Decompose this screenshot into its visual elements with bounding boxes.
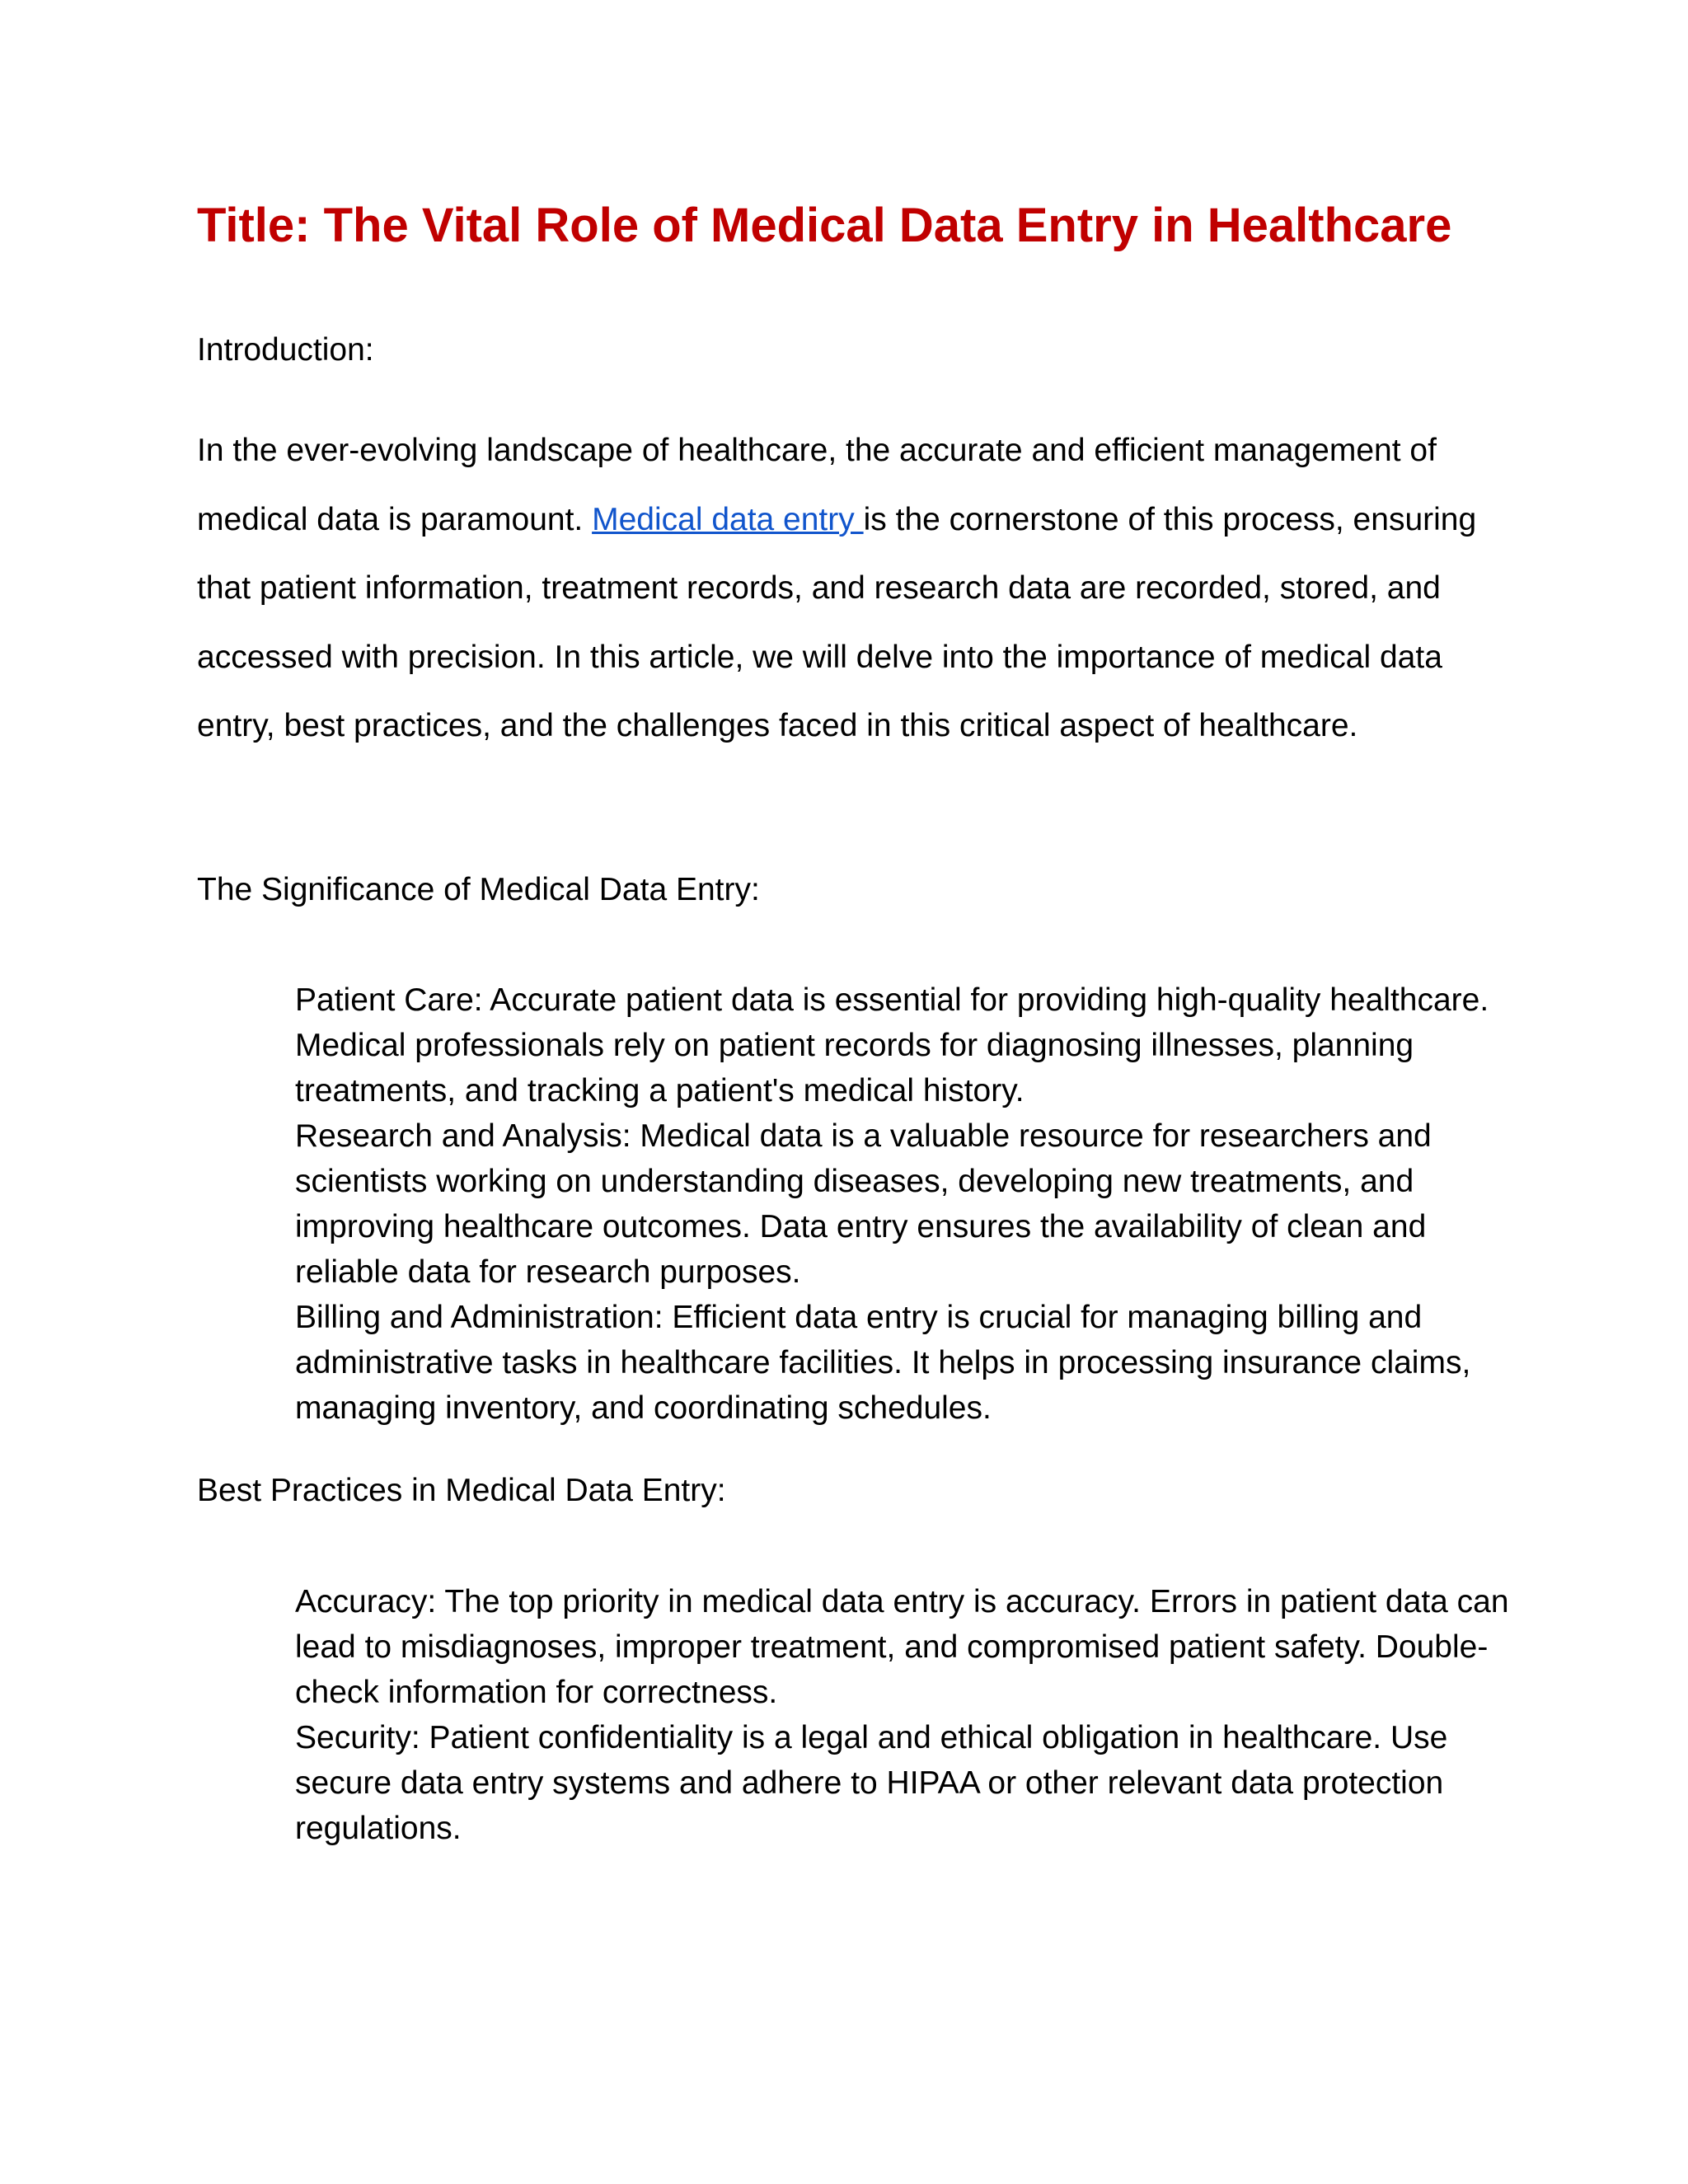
list-item: Accuracy: The top priority in medical data entry is accuracy. Errors in patient data can lead to misdiagnoses, improper treatment, and compromised patient safety. Double-check information for correctness. xyxy=(295,1584,1509,1710)
introduction-paragraph xyxy=(197,416,1499,761)
document-title: Title: The Vital Role of Medical Data Entry in Healthcare xyxy=(197,199,1452,252)
list-item: Research and Analysis: Medical data is a valuable resource for researchers and scientists working on understanding diseases, developing new treatments, and improving healthcare outcomes. Data entry ensures the availability of clean and reliable data for research purposes. xyxy=(295,1118,1432,1290)
best-practices-heading: Best Practices in Medical Data Entry: xyxy=(197,1473,726,1508)
best-practices-list xyxy=(295,1579,1515,1851)
list-item: Patient Care: Accurate patient data is essential for providing high-quality healthcare. Medical professionals rely on patient records for diagnosing illnesses, planning treatments, and tracking a patient's medical history. xyxy=(295,982,1489,1108)
list-item: Security: Patient confidentiality is a legal and ethical obligation in healthcare. Use secure data entry systems and adhere to HIPAA or other relevant data protection regulations. xyxy=(295,1720,1448,1846)
list-item: Billing and Administration: Efficient data entry is crucial for managing billing and administrative tasks in healthcare facilities. It helps in processing insurance claims, managing inventory, and coordinating schedules. xyxy=(295,1300,1471,1426)
significance-heading: The Significance of Medical Data Entry: xyxy=(197,872,760,907)
medical-data-entry-link[interactable]: Medical data entry xyxy=(592,501,864,537)
intro-text-end: is the cornerstone of this process, ensuring that patient information, treatment records, and research data are recorded, stored, and accessed with precision. In this article, we will delve into the importance of medical data entry, best practices, and the challenges faced in this critical aspect of healthcare. xyxy=(197,501,1477,743)
introduction-heading: Introduction: xyxy=(197,332,374,368)
significance-list xyxy=(295,977,1515,1431)
intro-text-start: In the ever-evolving landscape of healthcare, the accurate and efficient management of medical data is paramount. xyxy=(197,433,1437,537)
